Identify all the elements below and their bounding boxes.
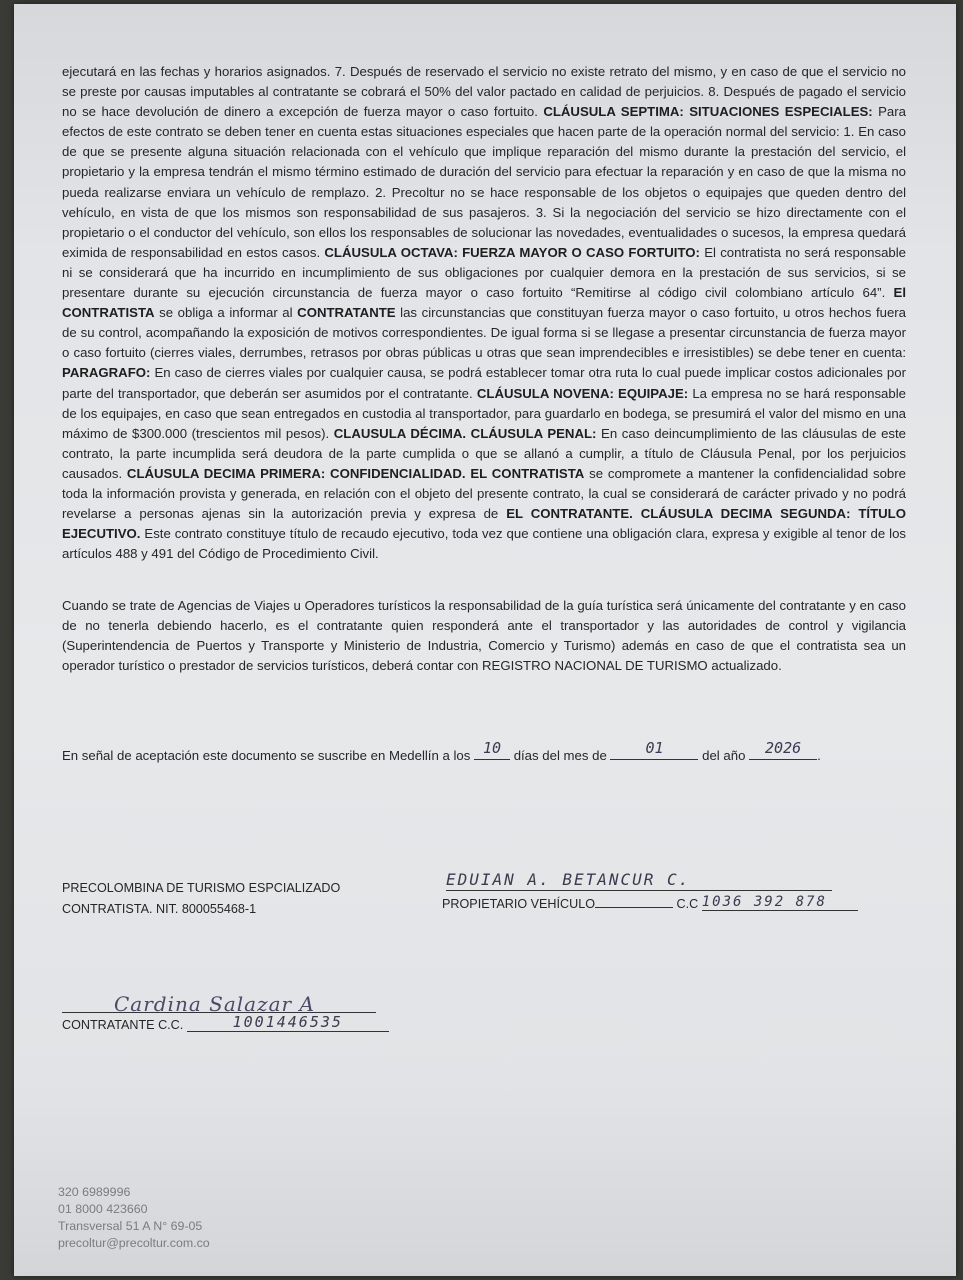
clause-heading: CLÁUSULA DECIMA PRIMERA: CONFIDENCIALIDAD. EL CONTRATISTA [126, 465, 585, 481]
clause-text: se obliga a informar al [159, 305, 293, 321]
acceptance-line: En señal de aceptación este documento se suscribe en Medellín a los 10 días del mes de 01 del año 2026 . [62, 739, 821, 763]
clause-text: La empresa no se hará responsable de los equipajes, en caso que sean entregados en custodia al transportador, para guardarlo en bodega, se presumirá el valor del mismo en una máximo de $300.000 (trescientos mil pesos). [62, 385, 906, 441]
footer-phone-2: 01 8000 423660 [58, 1202, 148, 1216]
clause-heading: CLÁUSULA NOVENA: EQUIPAJE: [476, 385, 689, 401]
company-name: PRECOLOMBINA DE TURISMO ESPCIALIZADO [62, 881, 341, 895]
clause-heading: El CONTRATISTA [62, 285, 906, 321]
clause-text: El contratista no será responsable ni se considerará que ha incurrido en incumplimiento de sus obligaciones por cualquier demora en la prestación de sus servicios, si se presentare durante su ejecución circunstancia de fuerza mayor o caso fortuito “Remitirse al código civil colombiano artículo 64”. [62, 244, 907, 301]
owner-cc-label: C.C [676, 897, 699, 911]
owner-cc-handwritten: 1036 392 878 [702, 894, 858, 911]
contratante-cc-handwritten: 1001446535 [187, 1013, 389, 1032]
clause-heading: CONTRATANTE [297, 305, 396, 321]
footer-email: precoltur@precoltur.com.co [58, 1236, 210, 1250]
signature-handwritten: Cardina Salazar A [114, 992, 315, 1016]
clause-text: En caso deincumplimiento de las cláusulas de este contrato, la parte incumplida será deudora de la parte cumplida o que se allanó a cumplir, a título de Cláusula Penal, por los perjuicios causados. [62, 425, 906, 481]
contratante-signature [62, 990, 376, 1016]
clause-heading: CLÁUSULA OCTAVA: FUERZA MAYOR O CASO FORTUITO: [324, 244, 700, 260]
year-field [749, 739, 817, 760]
footer-phone-1: 320 6989996 [58, 1185, 131, 1199]
clause-text: Este contrato constituye título de recaudo ejecutivo, toda vez que contiene una obligación clara, expresa y exigible al tenor de los artículos 488 y 491 del Código de Procedimiento Civil. [62, 526, 906, 562]
day-handwritten: 10 [482, 739, 502, 757]
agencies-paragraph: Cuando se trate de Agencias de Viajes u Operadores turísticos la responsabilidad de la guía turística será únicamente del contratante y en caso de no tenerla debiendo hacerlo, es el contratante quien responderá ante el transportador y las autoridades de control y vigilancia (Superintendencia de Puertos y Transporte y Ministerio de Industria, Comercio y Turismo) además en caso de que el contratista sea un operador turístico o prestador de servicios turísticos, deberá contar con REGISTRO NACIONAL DE TURISMO actualizado. [62, 598, 906, 674]
clause-heading: EL CONTRATANTE. CLÁUSULA DECIMA SEGUNDA: TÍTULO EJECUTIVO. [62, 506, 906, 542]
document-page [14, 4, 956, 1276]
clause-text: se compromete a mantener la confidencialidad sobre toda la información provista y generada, en relación con el objeto del presente contrato, la cual se considerará de carácter privado y no podrá revelarse a personas ajenas sin la autorización previa y expresa de [62, 465, 906, 522]
day-field [474, 739, 510, 760]
contratante-line [62, 1015, 389, 1034]
year-handwritten: 2026 [765, 739, 802, 757]
owner-name-handwritten: EDUIAN A. BETANCUR C. [446, 870, 832, 891]
clause-text: las circunstancias que constituyan fuerza mayor o caso fortuito, u otros hechos fuera de su control, acompañando la exposición de motivos correspondientes. De igual forma si se llegase a presentar circunstancia de fuerza mayor o caso fortuito (cierres viales, derrumbes, retrasos por obras públicas u otras que sean imprendecibles e irresistibles) se debe tener en cuenta: [62, 305, 907, 361]
contract-clauses [62, 62, 906, 564]
clause-heading: PARAGRAFO: [62, 365, 151, 381]
owner-label: PROPIETARIO VEHÍCULO [442, 897, 596, 911]
month-handwritten: 01 [645, 739, 664, 757]
company-nit: CONTRATISTA. NIT. 800055468-1 [62, 902, 257, 916]
month-field [610, 739, 698, 760]
clause-text: Para efectos de este contrato se deben tener en cuenta estas situaciones especiales que hacen parte de la operación normal del servicio: 1. En caso de que se presente alguna situación relacionada con el vehículo que implique reparación del mismo durante la prestación del servicio, el propietario y la empresa tendrán el mismo término estimado de duración del servicio para efectuar la reparación y en caso de que la misma no pueda realizarse enviara un vehículo de remplazo. 2. Precoltur no se hace responsable de los objetos o equipajes que queden dentro del vehículo, en vista de que los mismos son responsabilidad de sus pasajeros. 3. Si la negociación del servicio se hizo directamente con el propietario o el conductor del vehículo, son ellos los responsables de solucionar las novedades, eventualidades o sucesos, la empresa quedará eximida de responsabilidad en estos casos. [62, 104, 906, 260]
contratante-label: CONTRATANTE C.C. [62, 1018, 184, 1032]
contratista-block [62, 878, 340, 920]
clause-heading: CLAUSULA DÉCIMA. CLÁUSULA PENAL: [333, 425, 597, 441]
footer-address: Transversal 51 A N° 69-05 [58, 1219, 203, 1233]
clause-text: En caso de cierres viales por cualquier causa, se podrá establecer tomar otra ruta lo cual puede implicar costos adicionales por parte del transportador, que deberán ser asumidos por el contratante. [62, 365, 906, 401]
clause-text: ejecutará en las fechas y horarios asignados. 7. Después de reservado el servicio no existe retrato del mismo, y en caso de que el servicio no se preste por causas imputables al contratante se cobrará el 50% del valor pactado en calidad de perjuicios. 8. Después de pagado el servicio no se hace devolución de dinero a excepción de fuerza mayor o caso fortuito. [62, 64, 906, 120]
clause-heading: CLÁUSULA SEPTIMA: SITUACIONES ESPECIALES: [543, 104, 873, 120]
owner-block [442, 870, 862, 913]
letterhead-footer [58, 1184, 210, 1252]
